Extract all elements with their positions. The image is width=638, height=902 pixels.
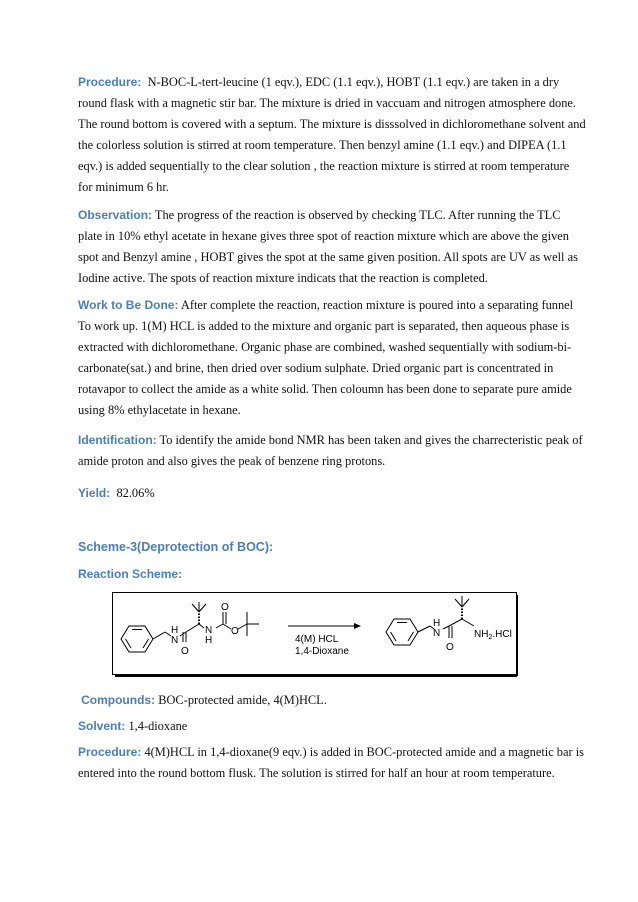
solvent-section (78, 716, 566, 737)
identification-section (78, 430, 583, 472)
text-line: To work up. 1(M) HCL is added to the mixture and organic part is separated, then aqueous phase is (78, 319, 570, 333)
observation-label: Observation: (78, 208, 153, 222)
compounds-text: BOC-protected amide, 4(M)HCL. (158, 693, 327, 707)
text-line: The round bottom is covered with a septum. The mixture is disssolved in dichloromethane solvent and (78, 117, 586, 131)
compounds-label: Compounds: (81, 693, 156, 707)
text-line: To identify the amide bond NMR has been taken and gives the charrecteristic peak of (159, 433, 583, 447)
workup-line-1 (78, 295, 574, 316)
text-line: carbonate(sat.) and brine, then dried over sodium sulphate. Dried organic part is concentrated in (78, 361, 554, 375)
reaction-scheme-diagram (112, 592, 520, 678)
atom-label: O (181, 646, 189, 657)
text-line: eqv.) is added sequentially to the clear solution , the reaction mixture is stirred at room temperature (78, 159, 570, 173)
reagent-label: 1,4-Dioxane (295, 646, 349, 657)
text-line: The progress of the reaction is observed by checking TLC. After running the TLC (154, 208, 561, 222)
text-line: N-BOC-L-tert-leucine (1 eqv.), EDC (1.1 eqv.), HOBT (1.1 eqv.) are taken in a dry (147, 75, 560, 89)
text-line: for minimum 6 hr. (78, 180, 169, 194)
atom-label: O (446, 642, 454, 653)
atom-label: N (171, 635, 179, 646)
procedure-label: Procedure: (78, 75, 142, 89)
yield-label: Yield: (78, 486, 111, 500)
atom-label: H (433, 618, 441, 629)
procedure-line-1 (78, 72, 566, 93)
text-line: 4(M)HCL in 1,4-dioxane(9 eqv.) is added in BOC-protected amide and a magnetic bar is (144, 745, 584, 759)
text-line: spot and Benzyl amine , HOBT gives the spot at the same given position. All spots are UV as well as (78, 250, 578, 264)
deprotection-procedure-section (78, 742, 584, 784)
procedure-label: Procedure: (78, 745, 142, 759)
text-line: After complete the reaction, reaction mixture is poured into a separating funnel (180, 298, 574, 312)
identification-line-1 (78, 430, 583, 451)
text-line: Iodine active. The spots of reaction mixture indicats that the reaction is completed. (78, 271, 488, 285)
observation-section (78, 205, 578, 289)
reaction-scheme-heading: Reaction Scheme: (78, 567, 183, 581)
scheme-heading: Scheme-3(Deprotection of BOC): (78, 540, 274, 554)
atom-label: N (433, 628, 441, 639)
text-line: the colorless solution is stirred at room temperature. Then benzyl amine (1.1 eqv.) and DIPEA (1.1 (78, 138, 567, 152)
text-line: entered into the round bottom flusk. The solution is stirred for half an hour at room temperature. (78, 766, 555, 780)
solvent-text: 1,4-dioxane (128, 719, 188, 733)
workup-label: Work to Be Done: (78, 298, 179, 312)
observation-line-1 (78, 205, 566, 226)
solvent-label: Solvent: (78, 719, 126, 733)
atom-label: N (205, 625, 213, 636)
procedure-section (78, 72, 586, 198)
yield-section (78, 483, 566, 504)
text-line: extracted with dichloromethane. Organic phase are combined, washed sequentially with sodium-bi- (78, 340, 572, 354)
workup-section (78, 295, 574, 421)
atom-label: O (221, 602, 229, 613)
text-line: using 8% ethylacetate in hexane. (78, 403, 241, 417)
amine-salt-label: $NH_2.HCl$ (474, 629, 512, 641)
text-line: rotavapor to collect the amide as a white solid. Then coloumn has been done to separate pure amide (78, 382, 572, 396)
reagent-label: 4(M) HCL (295, 634, 339, 645)
text-line: round flask with a magnetic stir bar. The mixture is dried in vaccuam and nitrogen atmosphere done. (78, 96, 577, 110)
compounds-section (78, 690, 566, 711)
atom-label: H (205, 635, 213, 646)
yield-value: 82.06% (116, 486, 155, 500)
identification-label: Identification: (78, 433, 157, 447)
atom-label: H (171, 625, 179, 636)
text-line: plate in 10% ethyl acetate in hexane gives three spot of reaction mixture which are above the given (78, 229, 569, 243)
text-line: amide proton and also gives the peak of benzene ring protons. (78, 454, 386, 468)
atom-label: O (231, 626, 239, 637)
